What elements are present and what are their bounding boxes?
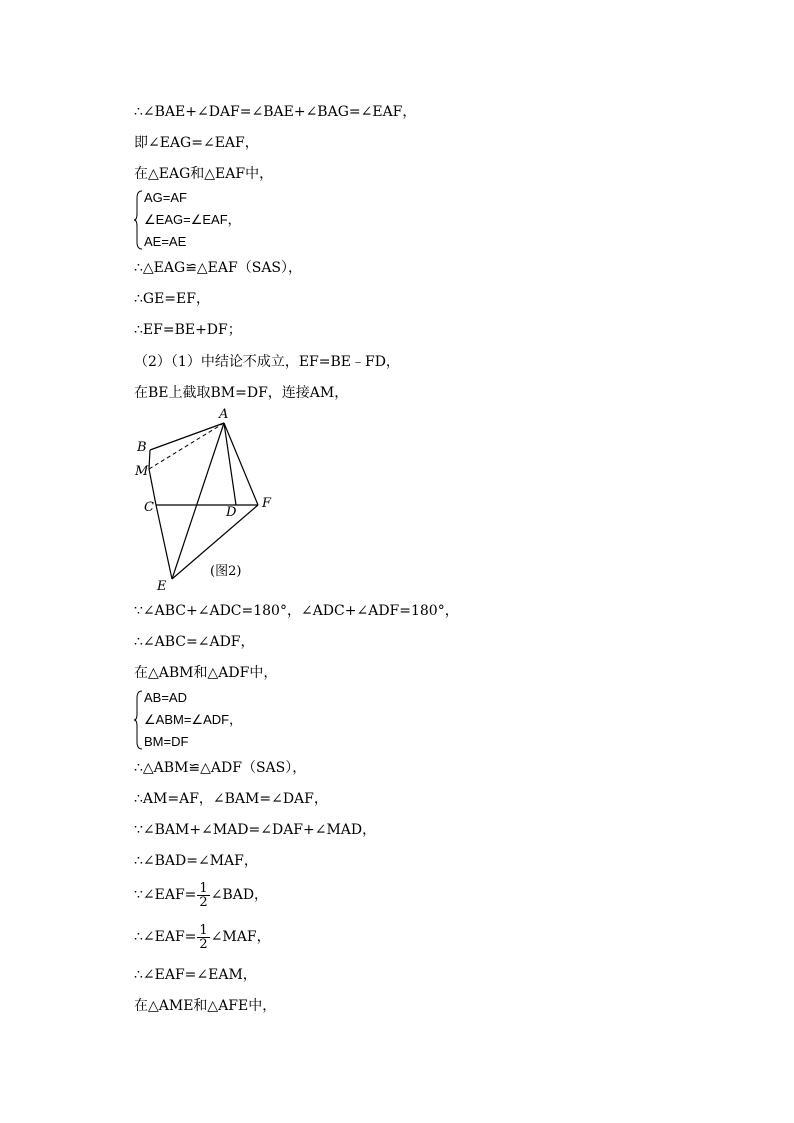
text-line: （2）（1）中结论不成立，EF=BE﹣FD，	[134, 354, 400, 370]
fraction-numerator: 1	[199, 922, 208, 938]
equation-row: ∠ABM=∠ADF，	[144, 712, 243, 727]
label-D: D	[226, 505, 237, 520]
text-segment: ∠BAD，	[210, 887, 269, 903]
segment-AE	[172, 423, 224, 579]
segment-CE	[156, 505, 172, 579]
text-segment: ∵∠EAF=	[134, 887, 197, 903]
brace-icon	[134, 690, 144, 750]
text-segment: ∴∠EAF=	[134, 929, 197, 945]
segment-BM	[149, 450, 150, 469]
text-line-fraction	[134, 922, 271, 952]
equation-row: ∠EAG=∠EAF，	[144, 212, 241, 227]
label-M: M	[135, 464, 149, 479]
text-line: 在△AME和△AFE中，	[134, 998, 277, 1014]
geometry-figure	[130, 405, 280, 595]
label-C: C	[144, 500, 154, 515]
text-line: 在BE上截取BM=DF，连接AM，	[134, 385, 349, 401]
fraction-numerator: 1	[199, 880, 208, 896]
text-line: 在△EAG和△EAF中，	[134, 166, 274, 182]
text-line: ∴∠BAE+∠DAF=∠BAE+∠BAG=∠EAF，	[134, 104, 417, 120]
figure-caption: (图2)	[210, 564, 242, 579]
text-line: 在△ABM和△ADF中，	[134, 665, 278, 681]
text-segment: ∠MAF，	[210, 929, 271, 945]
brace-icon	[134, 190, 144, 250]
label-B: B	[137, 440, 147, 455]
label-A: A	[219, 407, 229, 422]
text-line: ∵∠ABC+∠ADC=180°，∠ADC+∠ADF=180°，	[134, 603, 459, 619]
text-line: ∴∠BAD=∠MAF，	[134, 853, 258, 869]
text-line: 即∠EAG=∠EAF，	[134, 135, 259, 151]
fraction-denominator: 2	[199, 894, 208, 910]
equation-row: AB=AD	[144, 690, 187, 705]
text-line: ∵∠BAM+∠MAD=∠DAF+∠MAD，	[134, 822, 377, 838]
label-E: E	[157, 579, 167, 594]
text-line: ∴AM=AF，∠BAM=∠DAF，	[134, 791, 328, 807]
label-F: F	[262, 496, 272, 511]
text-line: ∴∠ABC=∠ADF，	[134, 634, 255, 650]
text-line: ∴△ABM≌△ADF（SAS），	[134, 760, 307, 776]
equation-row: AG=AF	[144, 190, 187, 205]
fraction-one-half	[197, 882, 209, 909]
segment-AD	[224, 423, 236, 505]
equation-row: BM=DF	[144, 734, 189, 749]
fraction-denominator: 2	[199, 936, 208, 952]
text-line: ∴△EAG≌△EAF（SAS），	[134, 260, 303, 276]
text-line: ∴EF=BE+DF；	[134, 322, 242, 338]
segment-AF	[224, 423, 258, 505]
text-line-fraction	[134, 880, 268, 910]
fraction-one-half	[197, 924, 209, 951]
text-line: ∴GE=EF，	[134, 291, 210, 307]
text-line: ∴∠EAF=∠EAM，	[134, 967, 257, 983]
equation-row: AE=AE	[144, 234, 187, 249]
